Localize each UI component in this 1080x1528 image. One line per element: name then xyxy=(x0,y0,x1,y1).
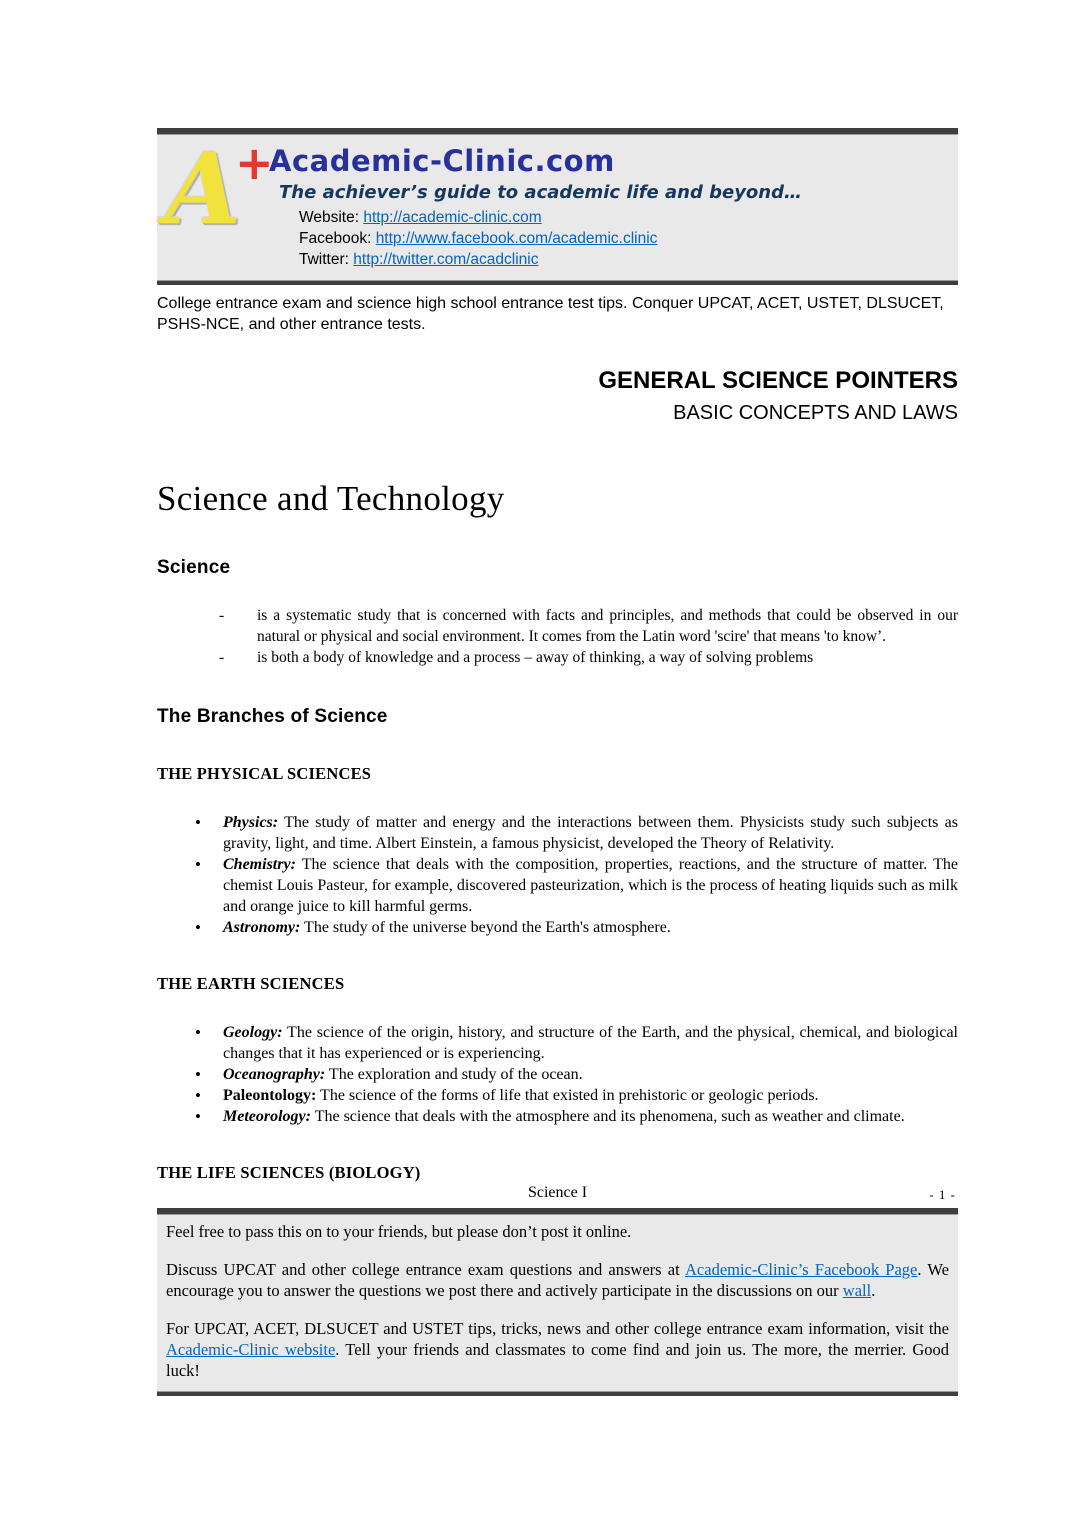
doc-title-block xyxy=(157,367,958,425)
footer-paragraph: Feel free to pass this on to your friends, but please don’t post it online. xyxy=(166,1222,632,1241)
science-definition-list xyxy=(157,605,958,668)
website-link[interactable]: http://academic-clinic.com xyxy=(363,209,542,227)
logo-a-glyph: A xyxy=(165,132,242,247)
branches-heading: The Branches of Science xyxy=(157,706,388,728)
main-heading: Science and Technology xyxy=(157,479,505,519)
footer-text-segment: . We encourage you to answer the questions we post there and actively participate in the discussions on our xyxy=(166,1260,949,1300)
section-heading-physical-sciences: THE PHYSICAL SCIENCES xyxy=(157,764,372,784)
science-heading: Science xyxy=(157,557,231,579)
footer-top-rule xyxy=(157,1208,958,1215)
earth-sciences-list xyxy=(157,1022,958,1127)
section-heading-life-sciences: THE LIFE SCIENCES (BIOLOGY) xyxy=(157,1163,421,1183)
wall-link[interactable]: wall xyxy=(842,1281,872,1300)
list-item: - is both a body of knowledge and a process – away of thinking, a way of solving problems xyxy=(157,647,958,668)
section-heading-earth-sciences: THE EARTH SCIENCES xyxy=(157,974,345,994)
term-description: The science that deals with the atmosphere and its phenomena, such as weather and climate. xyxy=(310,1108,905,1126)
term-oceanography: Oceanography: xyxy=(223,1066,326,1084)
header-top-rule xyxy=(157,128,958,135)
footer-paragraph xyxy=(166,1318,949,1381)
term-meteorology: Meteorology: xyxy=(223,1108,311,1126)
term-chemistry: Chemistry: xyxy=(223,856,296,874)
site-header xyxy=(157,132,958,280)
term-physics: Physics: xyxy=(223,814,279,832)
term-description: The study of matter and energy and the interactions between them. Physicists study such subjects as gravity, light, and time. Albert Einstein, a famous physicist, developed the Theory of Relativity. xyxy=(223,814,958,853)
running-footer-line xyxy=(157,1184,958,1205)
header-bottom-rule xyxy=(157,280,958,285)
footer-paragraph xyxy=(166,1259,949,1301)
term-astronomy: Astronomy: xyxy=(223,919,301,937)
twitter-label: Twitter: xyxy=(299,251,354,269)
facebook-label: Facebook: xyxy=(299,230,376,248)
footer-text-segment: . xyxy=(871,1281,876,1300)
term-paleontology: Paleontology: xyxy=(223,1087,317,1105)
term-description: The study of the universe beyond the Earth's atmosphere. xyxy=(300,919,671,937)
term-description: The exploration and study of the ocean. xyxy=(325,1066,583,1084)
list-item xyxy=(157,1106,958,1127)
website-footer-link[interactable]: Academic-Clinic website xyxy=(166,1340,336,1359)
term-description: The science of the origin, history, and structure of the Earth, and the physical, chemical, and biological changes that it has experienced or is experiencing. xyxy=(223,1024,958,1063)
contact-links xyxy=(299,207,958,270)
twitter-link[interactable]: http://twitter.com/acadclinic xyxy=(353,251,539,269)
doc-subtitle: BASIC CONCEPTS AND LAWS xyxy=(673,402,958,425)
footer-text-segment: For UPCAT, ACET, DLSUCET and USTET tips, tricks, news and other college entrance exam information, visit the xyxy=(166,1319,949,1338)
doc-title: GENERAL SCIENCE POINTERS xyxy=(598,367,958,395)
site-name: Academic-Clinic.com xyxy=(269,144,615,178)
list-item xyxy=(157,1064,958,1085)
term-description: The science of the forms of life that existed in prehistoric or geologic periods. xyxy=(316,1087,819,1105)
intro-text: College entrance exam and science high school entrance test tips. Conquer UPCAT, ACET, USTET, DLSUCET, PSHS-NCE, and other entrance tests. xyxy=(157,295,944,334)
footer-doc-label: Science I xyxy=(527,1184,588,1201)
logo-plus-glyph: + xyxy=(235,136,274,190)
page xyxy=(157,128,958,1183)
physical-sciences-list xyxy=(157,812,958,938)
contact-row-twitter xyxy=(299,249,958,270)
page-number: - 1 - xyxy=(929,1187,956,1202)
list-item xyxy=(157,1085,958,1106)
footer-bottom-rule xyxy=(157,1391,958,1396)
site-tagline: The achiever’s guide to academic life and beyond… xyxy=(279,182,803,204)
contact-row-facebook xyxy=(299,228,958,249)
footer-text-segment: . Tell your friends and classmates to come find and join us. The more, the merrier. Good luck! xyxy=(166,1340,950,1380)
list-item xyxy=(157,854,958,917)
list-item xyxy=(157,812,958,854)
facebook-link[interactable]: http://www.facebook.com/academic.clinic xyxy=(375,230,658,248)
term-description: The science that deals with the composition, properties, reactions, and the structure of matter. The chemist Louis Pasteur, for example, discovered pasteurization, which is the process of heating liquids such as milk and orange juice to kill harmful germs. xyxy=(223,856,958,916)
list-item: - is a systematic study that is concerned with facts and principles, and methods that could be observed in our natural or physical and social environment. It comes from the Latin word 'scire' that means 'to know’. xyxy=(157,605,958,647)
term-geology: Geology: xyxy=(223,1024,283,1042)
contact-row-website xyxy=(299,207,958,228)
footer-text-segment: Discuss UPCAT and other college entrance exam questions and answers at xyxy=(166,1260,685,1279)
website-label: Website: xyxy=(299,209,364,227)
page-footer xyxy=(157,1184,958,1396)
facebook-page-link[interactable]: Academic-Clinic’s Facebook Page xyxy=(685,1260,918,1279)
list-item xyxy=(157,1022,958,1064)
footer-notice-box xyxy=(157,1215,958,1391)
site-logo xyxy=(165,132,274,247)
list-item xyxy=(157,917,958,938)
